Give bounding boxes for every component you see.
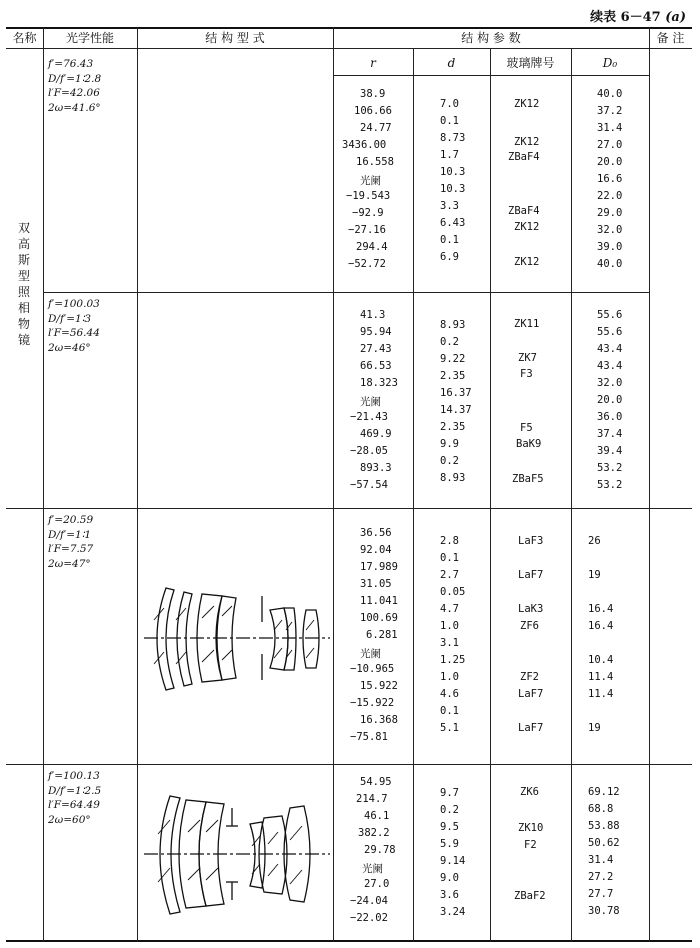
d-value: 1.7 — [440, 149, 459, 161]
grid-vline — [490, 48, 491, 942]
D0-value: 27.0 — [597, 139, 623, 151]
r-value: 106.66 — [354, 105, 392, 117]
category-name — [14, 220, 34, 348]
glass-type: ZF2 — [520, 671, 539, 683]
hatch-mark — [206, 868, 218, 880]
d-value: 0.05 — [440, 586, 466, 598]
r-value: 11.041 — [360, 595, 398, 607]
D0-value: 27.2 — [588, 871, 614, 883]
category-char: 物 — [17, 317, 30, 331]
r-value: −19.543 — [346, 190, 391, 202]
glass-type: ZK12 — [514, 221, 540, 233]
back-focal-length: l′F=64.49 — [48, 799, 100, 811]
optical-performance-3 — [48, 513, 136, 571]
hatch-mark — [176, 608, 186, 620]
stop-label: 光阑 — [360, 396, 381, 408]
d-value: 0.1 — [440, 552, 459, 564]
r-value: 66.53 — [360, 360, 392, 372]
category-char: 照 — [17, 285, 30, 299]
D0-value: 53.2 — [597, 462, 623, 474]
r-value: −27.16 — [348, 224, 386, 236]
D0-value: 36.0 — [597, 411, 623, 423]
grid-vline — [571, 48, 572, 942]
optical-performance-1 — [48, 57, 136, 115]
hatch-mark — [290, 826, 302, 840]
D0-value: 20.0 — [597, 394, 623, 406]
d-value: 7.0 — [440, 98, 459, 110]
glass-type: LaF7 — [518, 722, 544, 734]
d-value: 9.5 — [440, 821, 459, 833]
r-value: −92.9 — [352, 207, 384, 219]
d-value: 6.43 — [440, 217, 466, 229]
hatch-mark — [306, 620, 314, 630]
D0-value: 68.8 — [588, 803, 614, 815]
hatch-mark — [206, 820, 218, 832]
continuation-title-text: 续表 6－47 — [590, 10, 661, 25]
D0-value: 27.7 — [588, 888, 614, 900]
r-value: 38.9 — [360, 88, 386, 100]
D0-value: 30.78 — [588, 905, 620, 917]
r-value: −75.81 — [350, 731, 388, 743]
r-value: 17.989 — [360, 561, 398, 573]
category-char: 高 — [17, 237, 30, 251]
d-value: 2.7 — [440, 569, 459, 581]
d-value: 2.35 — [440, 421, 466, 433]
hatch-mark — [306, 648, 314, 658]
r-value: 29.78 — [364, 844, 396, 856]
d-value: 9.22 — [440, 353, 466, 365]
r-value: 24.77 — [360, 122, 392, 134]
back-focal-length: l′F=7.57 — [48, 543, 94, 555]
stop-label: 光阑 — [360, 175, 381, 187]
field-angle: 2ω=41.6° — [48, 101, 101, 114]
focal-length: f′=20.59 — [48, 514, 94, 526]
relative-aperture: D/f′=1∶2.8 — [48, 72, 102, 85]
category-char: 斯 — [17, 253, 30, 267]
lens-element — [250, 822, 265, 888]
lens-diagram-1 — [140, 580, 332, 700]
grid-vline — [137, 27, 138, 942]
stop-label: 光阑 — [360, 648, 381, 660]
glass-type: ZK12 — [514, 136, 540, 148]
glass-type: ZBaF4 — [508, 151, 540, 163]
d-value: 3.1 — [440, 637, 459, 649]
lens-element — [284, 608, 296, 670]
D0-value: 37.2 — [597, 105, 623, 117]
lens-element — [303, 610, 319, 668]
r-value: 46.1 — [364, 810, 390, 822]
lens-element — [270, 608, 288, 670]
D0-value: 26 — [588, 535, 601, 547]
glass-type: ZBaF5 — [512, 473, 544, 485]
stop-label: 光阑 — [362, 863, 383, 875]
d-value: 5.1 — [440, 722, 459, 734]
focal-length: f′=100.13 — [48, 770, 100, 782]
d-value: 8.73 — [440, 132, 466, 144]
r-value: 92.04 — [360, 544, 392, 556]
d-value: 9.7 — [440, 787, 459, 799]
glass-type: ZK11 — [514, 318, 540, 330]
glass-type: ZBaF4 — [508, 205, 540, 217]
D0-value: 32.0 — [597, 377, 623, 389]
glass-type: F2 — [524, 839, 537, 851]
D0-value: 50.62 — [588, 837, 620, 849]
r-value: 41.3 — [360, 309, 386, 321]
D0-value: 53.88 — [588, 820, 620, 832]
d-value: 0.1 — [440, 234, 459, 246]
glass-type: ZK6 — [520, 786, 539, 798]
D0-value: 40.0 — [597, 88, 623, 100]
r-value: 15.922 — [360, 680, 398, 692]
r-value: 95.94 — [360, 326, 392, 338]
subheader-glass: 玻璃牌号 — [506, 56, 555, 70]
d-value: 0.2 — [440, 804, 459, 816]
D0-value: 43.4 — [597, 343, 623, 355]
glass-type: ZK12 — [514, 256, 540, 268]
d-value: 1.0 — [440, 620, 459, 632]
r-value: −15.922 — [350, 697, 395, 709]
hatch-mark — [158, 868, 170, 882]
D0-value: 39.4 — [597, 445, 623, 457]
d-value: 3.3 — [440, 200, 459, 212]
grid-hline — [6, 48, 692, 49]
D0-value: 40.0 — [597, 258, 623, 270]
hatch-mark — [252, 864, 260, 874]
header-remarks: 备 注 — [656, 31, 685, 45]
D0-value: 31.4 — [588, 854, 614, 866]
category-char: 双 — [17, 221, 30, 235]
focal-length: f′=100.03 — [48, 298, 100, 310]
r-value: 100.69 — [360, 612, 398, 624]
r-value: 469.9 — [360, 428, 392, 440]
category-char: 镜 — [17, 333, 30, 347]
subheader-r: r — [370, 56, 376, 70]
lens-element — [177, 592, 192, 686]
glass-type: ZBaF2 — [514, 890, 546, 902]
r-value: −28.05 — [350, 445, 388, 457]
r-value: 893.3 — [360, 462, 392, 474]
d-value: 0.1 — [440, 115, 459, 127]
d-value: 8.93 — [440, 319, 466, 331]
d-value: 3.24 — [440, 906, 466, 918]
glass-type: ZK12 — [514, 98, 540, 110]
lens-element — [157, 588, 174, 690]
glass-type: ZK7 — [518, 352, 537, 364]
d-value: 9.14 — [440, 855, 466, 867]
subheader-D0: D₀ — [602, 56, 618, 70]
d-value: 1.0 — [440, 671, 459, 683]
hatch-mark — [274, 620, 282, 630]
grid-hline — [333, 75, 649, 76]
hatch-mark — [202, 606, 214, 618]
r-value: −21.43 — [350, 411, 388, 423]
category-char: 型 — [17, 269, 30, 283]
D0-value: 10.4 — [588, 654, 614, 666]
D0-value: 16.4 — [588, 620, 614, 632]
continuation-suffix: (a) — [665, 10, 686, 25]
header-optical: 光学性能 — [65, 31, 114, 45]
glass-type: LaF3 — [518, 535, 544, 547]
hatch-mark — [202, 650, 214, 662]
grid-vline — [413, 48, 414, 942]
continuation-title — [590, 6, 686, 25]
D0-value: 37.4 — [597, 428, 623, 440]
hatch-mark — [158, 820, 170, 834]
r-value: 36.56 — [360, 527, 392, 539]
d-value: 2.35 — [440, 370, 466, 382]
field-angle: 2ω=46° — [48, 341, 91, 354]
d-value: 4.6 — [440, 688, 459, 700]
r-value: 382.2 — [358, 827, 390, 839]
glass-type: LaF7 — [518, 569, 544, 581]
r-value: 214.7 — [356, 793, 388, 805]
D0-value: 53.2 — [597, 479, 623, 491]
D0-value: 55.6 — [597, 326, 623, 338]
d-value: 10.3 — [440, 166, 466, 178]
r-value: 27.0 — [364, 878, 390, 890]
lens-diagram-2 — [140, 790, 332, 922]
d-value: 3.6 — [440, 889, 459, 901]
hatch-mark — [274, 648, 282, 658]
r-value: −57.54 — [350, 479, 388, 491]
optical-performance-2 — [48, 297, 136, 355]
r-value: −52.72 — [348, 258, 386, 270]
category-char: 相 — [17, 301, 30, 315]
r-value: 6.281 — [366, 629, 398, 641]
subheader-d: d — [447, 56, 456, 70]
D0-value: 16.4 — [588, 603, 614, 615]
D0-value: 69.12 — [588, 786, 620, 798]
r-value: 3436.00 — [342, 139, 387, 151]
d-value: 6.9 — [440, 251, 459, 263]
r-value: −10.965 — [350, 663, 395, 675]
glass-type: BaK9 — [516, 438, 542, 450]
r-value: −24.04 — [350, 895, 388, 907]
grid-hline — [43, 292, 649, 293]
r-value: 31.05 — [360, 578, 392, 590]
grid-vline — [333, 27, 334, 942]
hatch-mark — [222, 606, 232, 616]
hatch-mark — [268, 864, 278, 876]
d-value: 1.25 — [440, 654, 466, 666]
hatch-mark — [268, 832, 278, 844]
back-focal-length: l′F=42.06 — [48, 87, 100, 99]
glass-type: ZK10 — [518, 822, 544, 834]
focal-length: f′=76.43 — [48, 58, 94, 70]
d-value: 9.0 — [440, 872, 459, 884]
glass-type: ZF6 — [520, 620, 539, 632]
d-value: 0.2 — [440, 336, 459, 348]
d-value: 16.37 — [440, 387, 472, 399]
d-value: 8.93 — [440, 472, 466, 484]
d-value: 10.3 — [440, 183, 466, 195]
r-value: 294.4 — [356, 241, 388, 253]
header-structure-type: 结 构 型 式 — [205, 31, 265, 45]
D0-value: 55.6 — [597, 309, 623, 321]
hatch-mark — [222, 650, 232, 660]
r-value: 16.558 — [356, 156, 394, 168]
optical-performance-4 — [48, 769, 136, 827]
grid-vline — [649, 27, 650, 942]
D0-value: 19 — [588, 722, 601, 734]
glass-type: LaF7 — [518, 688, 544, 700]
grid-hline — [6, 508, 692, 509]
D0-value: 16.6 — [597, 173, 623, 185]
hatch-mark — [290, 870, 302, 884]
D0-value: 20.0 — [597, 156, 623, 168]
lens-element — [160, 796, 180, 914]
relative-aperture: D/f′=1∶1 — [48, 528, 92, 541]
field-angle: 2ω=47° — [48, 557, 91, 570]
D0-value: 39.0 — [597, 241, 623, 253]
D0-value: 32.0 — [597, 224, 623, 236]
d-value: 9.9 — [440, 438, 459, 450]
D0-value: 43.4 — [597, 360, 623, 372]
relative-aperture: D/f′=1∶2.5 — [48, 784, 102, 797]
glass-type: F3 — [520, 368, 533, 380]
d-value: 0.1 — [440, 705, 459, 717]
D0-value: 11.4 — [588, 688, 614, 700]
d-value: 2.8 — [440, 535, 459, 547]
grid-vline — [43, 27, 44, 942]
D0-value: 11.4 — [588, 671, 614, 683]
d-value: 4.7 — [440, 603, 459, 615]
hatch-mark — [188, 868, 200, 880]
r-value: 54.95 — [360, 776, 392, 788]
d-value: 5.9 — [440, 838, 459, 850]
header-structure-params: 结 构 参 数 — [461, 31, 521, 45]
r-value: −22.02 — [350, 912, 388, 924]
glass-type: F5 — [520, 422, 533, 434]
header-name: 名称 — [12, 31, 37, 45]
r-value: 16.368 — [360, 714, 398, 726]
back-focal-length: l′F=56.44 — [48, 327, 100, 339]
grid-hline — [6, 764, 692, 765]
glass-type: LaK3 — [518, 603, 544, 615]
D0-value: 19 — [588, 569, 601, 581]
d-value: 14.37 — [440, 404, 472, 416]
relative-aperture: D/f′=1∶3 — [48, 312, 92, 325]
r-value: 18.323 — [360, 377, 398, 389]
r-value: 27.43 — [360, 343, 392, 355]
D0-value: 22.0 — [597, 190, 623, 202]
field-angle: 2ω=60° — [48, 813, 91, 826]
hatch-mark — [188, 820, 200, 832]
d-value: 0.2 — [440, 455, 459, 467]
D0-value: 31.4 — [597, 122, 623, 134]
D0-value: 29.0 — [597, 207, 623, 219]
